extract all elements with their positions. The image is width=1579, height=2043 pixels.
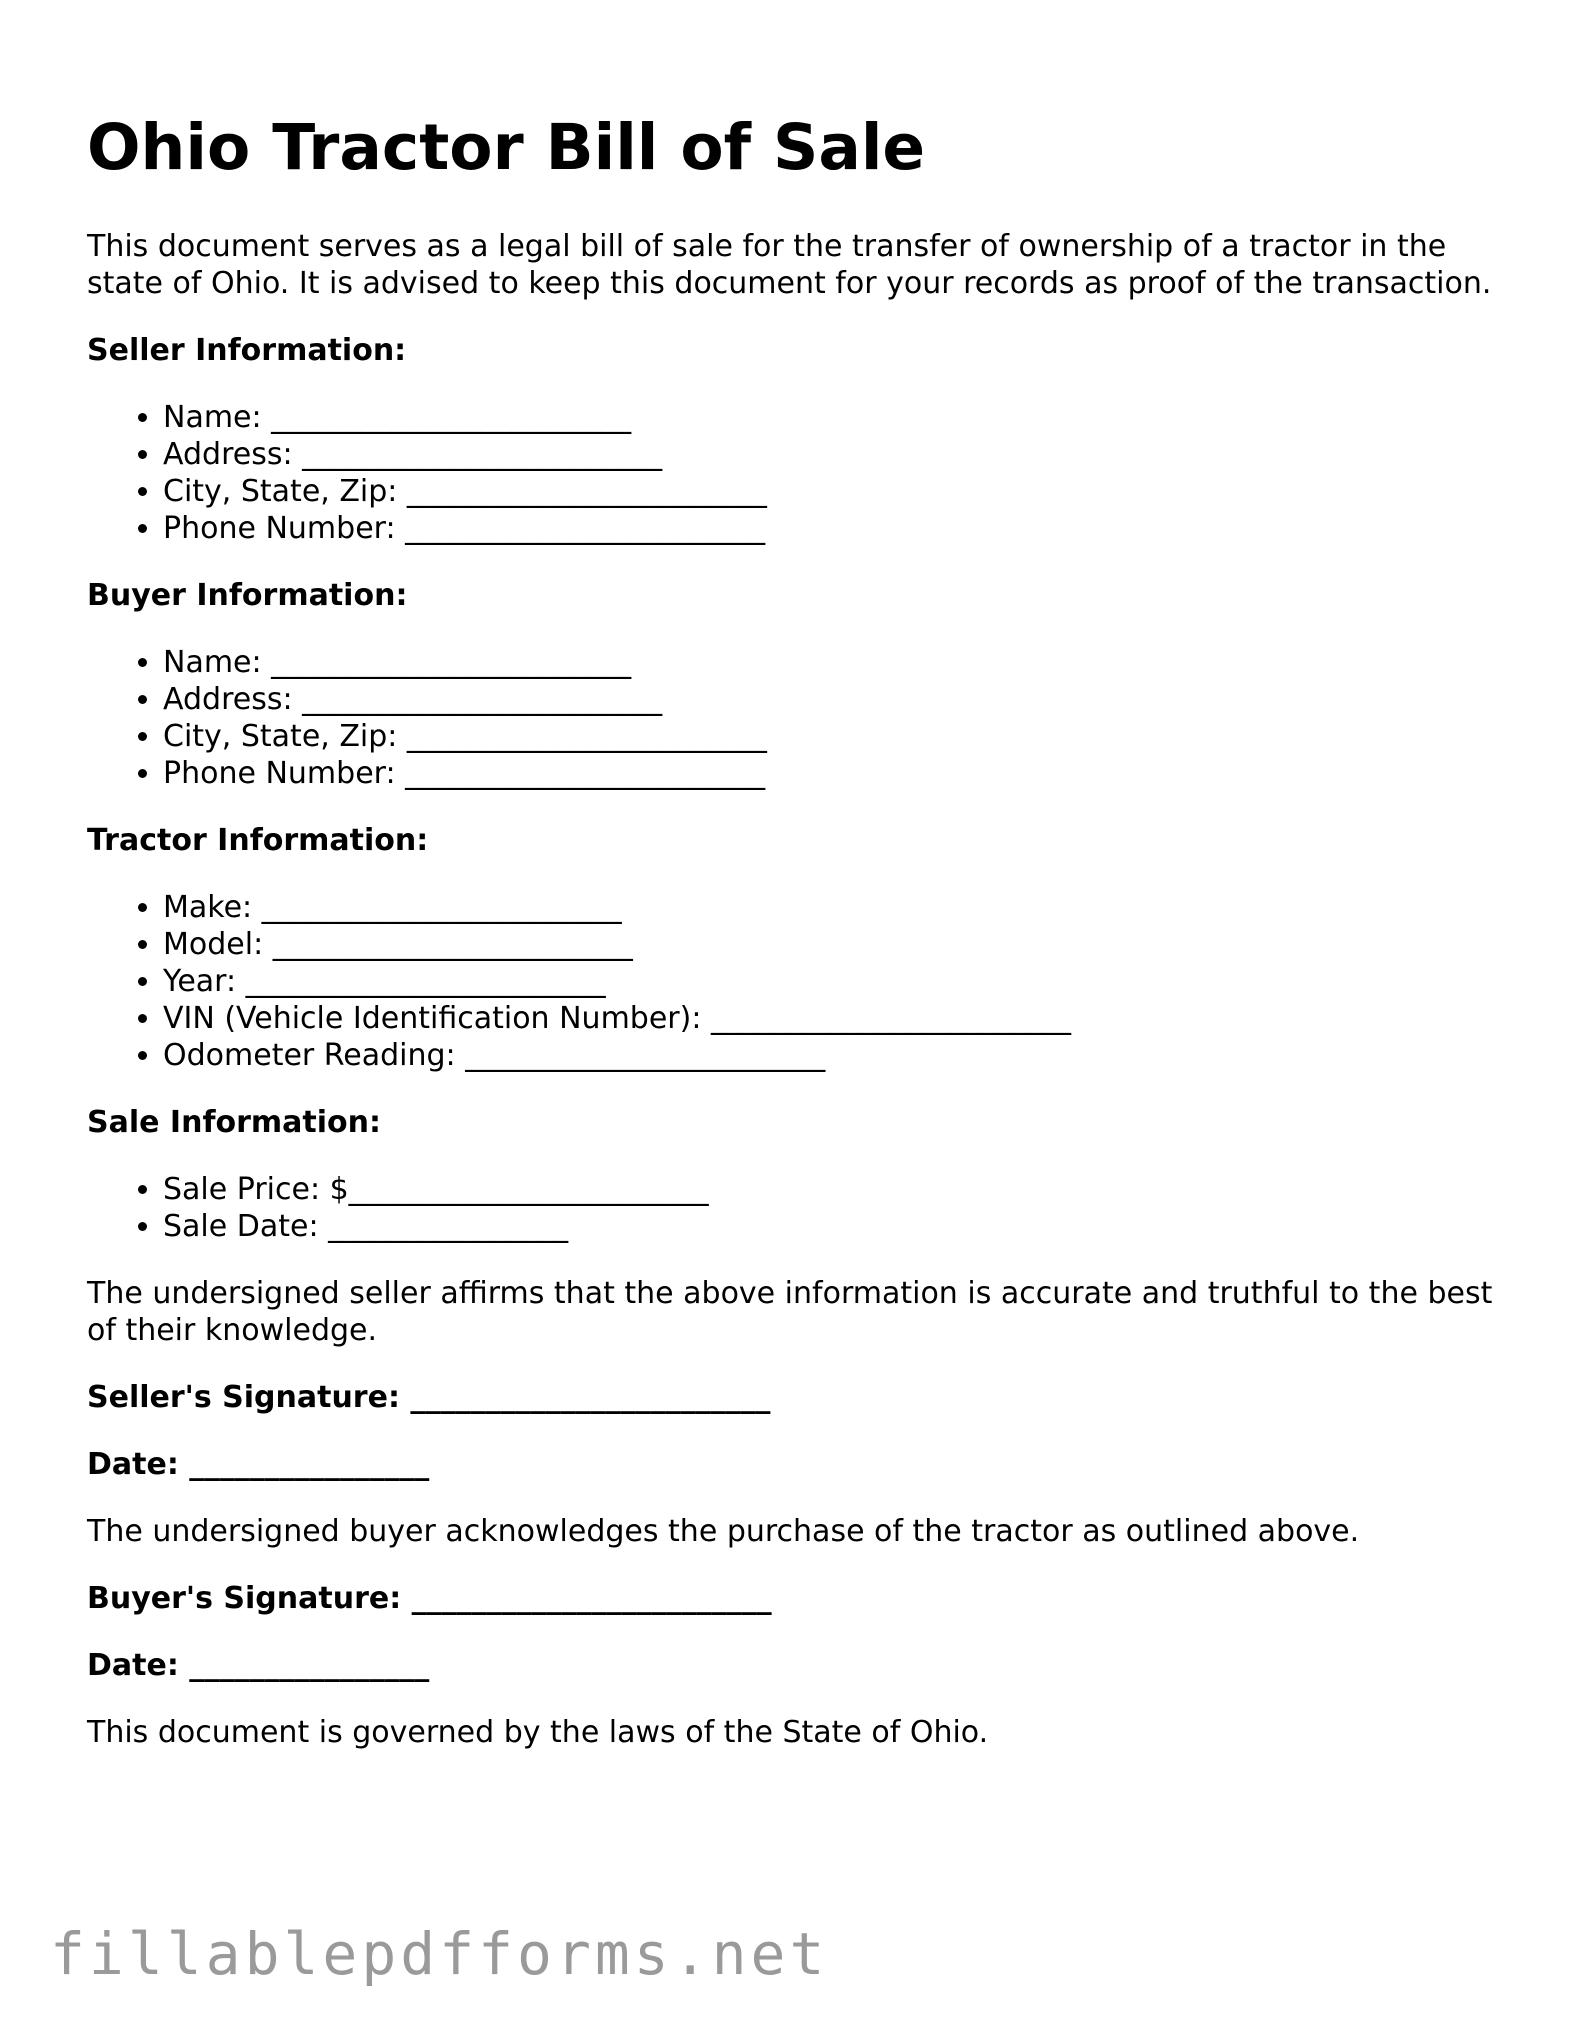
- buyer-phone-field: • Phone Number: ________________________: [163, 755, 1507, 792]
- buyer-fields-list: [87, 644, 1507, 792]
- sale-fields-list: [87, 1171, 1507, 1245]
- buyer-address-field: • Address: ________________________: [163, 681, 1507, 718]
- buyer-name-field: • Name: ________________________: [163, 644, 1507, 681]
- site-watermark: fillablepdfforms.net: [50, 1920, 829, 1988]
- buyer-signature-line: Buyer's Signature: ________________________: [87, 1581, 772, 1616]
- sale-section-heading: Sale Information:: [87, 1105, 381, 1140]
- seller-phone-field: • Phone Number: ________________________: [163, 510, 1507, 547]
- sale-price-field: • Sale Price: $________________________: [163, 1171, 1507, 1208]
- document-page: [87, 108, 1507, 1781]
- intro-paragraph: This document serves as a legal bill of sale for the transfer of ownership of a tractor in the state of Ohio. It is advised to keep this document for your records as proof of the transaction.: [87, 229, 1492, 301]
- buyer-city-state-zip-field: • City, State, Zip: ________________________: [163, 718, 1507, 755]
- seller-affirmation-paragraph: The undersigned seller affirms that the above information is accurate and truthful to the best of their knowledge.: [87, 1276, 1493, 1348]
- seller-city-state-zip-field: • City, State, Zip: ________________________: [163, 473, 1507, 510]
- tractor-model-field: • Model: ________________________: [163, 926, 1507, 963]
- buyer-acknowledgment-paragraph: The undersigned buyer acknowledges the purchase of the tractor as outlined above.: [87, 1514, 1360, 1549]
- tractor-year-field: • Year: ________________________: [163, 963, 1507, 1000]
- tractor-vin-field: • VIN (Vehicle Identification Number): ________________________: [163, 1000, 1507, 1037]
- seller-signature-line: Seller's Signature: ________________________: [87, 1380, 771, 1415]
- buyer-section-heading: Buyer Information:: [87, 578, 408, 613]
- document-title: Ohio Tractor Bill of Sale: [87, 111, 926, 184]
- seller-section-heading: Seller Information:: [87, 333, 407, 368]
- tractor-make-field: • Make: ________________________: [163, 889, 1507, 926]
- governing-law-paragraph: This document is governed by the laws of the State of Ohio.: [87, 1715, 989, 1750]
- seller-name-field: • Name: ________________________: [163, 399, 1507, 436]
- seller-fields-list: [87, 399, 1507, 547]
- sale-date-field: • Sale Date: ________________: [163, 1208, 1507, 1245]
- tractor-section-heading: Tractor Information:: [87, 823, 429, 858]
- seller-address-field: • Address: ________________________: [163, 436, 1507, 473]
- buyer-date-line: Date: ________________: [87, 1648, 430, 1683]
- seller-date-line: Date: ________________: [87, 1447, 430, 1482]
- tractor-odometer-field: • Odometer Reading: ________________________: [163, 1037, 1507, 1074]
- tractor-fields-list: [87, 889, 1507, 1074]
